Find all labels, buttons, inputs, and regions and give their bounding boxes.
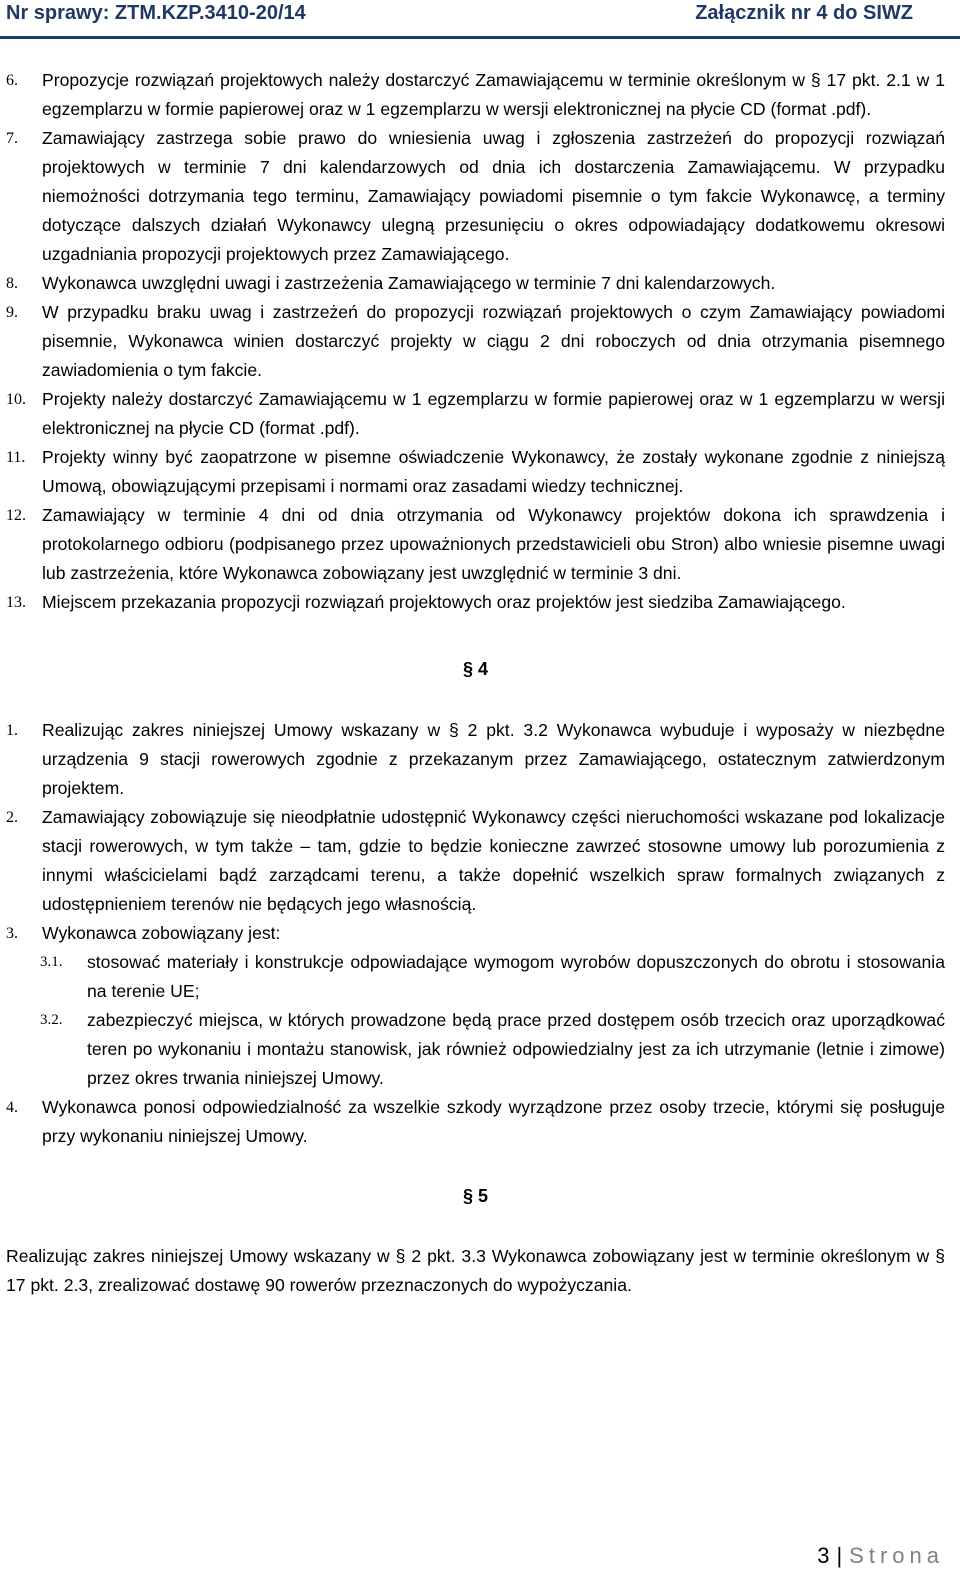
item-text: Wykonawca zobowiązany jest: [42, 923, 281, 943]
sub-list-item [6, 1006, 945, 1093]
item-number: 11. [6, 449, 26, 466]
item-text: Projekty winny być zaopatrzone w pisemne oświadczenie Wykonawcy, że zostały wykonane zgodnie z niniejszą Umową, obowiązującymi przepisami i normami oraz zasadami wiedzy technicznej. [42, 447, 945, 496]
item-number: 13. [6, 594, 26, 611]
item-text: Zamawiający zastrzega sobie prawo do wniesienia uwag i zgłoszenia zastrzeżeń do propozycji rozwiązań projektowych w terminie 7 dni kalendarzowych od dnia ich dostarczenia Zamawiającemu. W przypadku niemożności dotrzymania tego terminu, Zamawiający powiadomi pisemnie o tym fakcie Wykonawcę, a terminy dotyczące dalszych działań Wykonawcy ulegną przesunięciu o okres odpowiadający dodatkowemu okresowi uzgadniania propozycji projektowych przez Zamawiającego. [42, 128, 945, 264]
page-footer [817, 1543, 944, 1569]
attachment-label: Załącznik nr 4 do SIWZ [695, 2, 913, 24]
list-item [6, 66, 945, 124]
list-item [6, 588, 945, 617]
item-text: W przypadku braku uwag i zastrzeżeń do propozycji rozwiązań projektowych o czym Zamawiający powiadomi pisemnie, Wykonawca winien dostarczyć projekty w ciągu 2 dni roboczych od dnia otrzymania pisemnego zawiadomienia o tym fakcie. [42, 302, 945, 380]
page-header [0, 0, 960, 52]
section-4-title: § 4 [462, 659, 489, 679]
item-text: Projekty należy dostarczyć Zamawiającemu w 1 egzemplarzu w formie papierowej oraz w 1 egzemplarzu w wersji elektronicznej na płycie CD (format .pdf). [42, 389, 945, 438]
item-text: Realizując zakres niniejszej Umowy wskazany w § 2 pkt. 3.2 Wykonawca wybuduje i wyposaży w niezbędne urządzenia 9 stacji rowerowych zgodnie z przekazanym przez Zamawiającego, ostatecznym zatwierdzonym projektem. [42, 720, 945, 798]
list-item [6, 269, 945, 298]
section-5-title: § 5 [462, 1186, 489, 1206]
list-item [6, 1093, 945, 1151]
item-text: Wykonawca uwzględni uwagi i zastrzeżenia Zamawiającego w terminie 7 dni kalendarzowych. [42, 273, 776, 293]
item-text: Propozycje rozwiązań projektowych należy dostarczyć Zamawiającemu w terminie określonym w § 17 pkt. 2.1 w 1 egzemplarzu w formie papierowej oraz w 1 egzemplarzu w wersji elektronicznej na płycie CD (format .pdf). [42, 70, 945, 119]
item-number: 3. [6, 925, 18, 942]
case-number: Nr sprawy: ZTM.KZP.3410-20/14 [6, 2, 306, 24]
list-item [6, 124, 945, 269]
item-number: 2. [6, 809, 18, 826]
item-text: Zamawiający w terminie 4 dni od dnia otrzymania od Wykonawcy projektów dokona ich sprawdzenia i protokolarnego odbioru (podpisanego przez upoważnionych przedstawicieli obu Stron) albo wniesie pisemne uwagi lub zastrzeżenia, które Wykonawca zobowiązany jest uwzględnić w terminie 3 dni. [42, 505, 945, 583]
footer-page-word: Strona [849, 1543, 944, 1568]
list-item [6, 803, 945, 919]
list-item [6, 298, 945, 385]
item-number: 9. [6, 304, 18, 321]
item-number: 7. [6, 130, 18, 147]
sub-item-text: stosować materiały i konstrukcje odpowiadające wymogom wyrobów dopuszczonych do obrotu i stosowania na terenie UE; [87, 952, 945, 1001]
item-number: 10. [6, 391, 26, 408]
list-item [6, 443, 945, 501]
section-5-paragraph: Realizując zakres niniejszej Umowy wskazany w § 2 pkt. 3.3 Wykonawca zobowiązany jest w terminie określonym w § 17 pkt. 2.3, zrealizować dostawę 90 rowerów przeznaczonych do wypożyczania. [6, 1246, 945, 1295]
page-number: 3 [817, 1543, 831, 1568]
header-rule [0, 36, 960, 39]
footer-separator: | [836, 1543, 844, 1568]
item-text: Wykonawca ponosi odpowiedzialność za wszelkie szkody wyrządzone przez osoby trzecie, którymi się posługuje przy wykonaniu niniejszej Umowy. [42, 1097, 945, 1146]
item-text: Miejscem przekazania propozycji rozwiązań projektowych oraz projektów jest siedziba Zamawiającego. [42, 592, 846, 612]
sub-list-item [6, 948, 945, 1006]
item-number: 8. [6, 275, 18, 292]
item-number: 6. [6, 72, 18, 89]
list-item [6, 716, 945, 803]
list-item [6, 385, 945, 443]
sub-item-number: 3.2. [40, 1012, 63, 1028]
item-text: Zamawiający zobowiązuje się nieodpłatnie udostępnić Wykonawcy części nieruchomości wskazane pod lokalizacje stacji rowerowych, w tym także – tam, gdzie to będzie konieczne zawrzeć stosowne umowy lub porozumienia z innymi właścicielami bądź zarządcami terenu, a także dopełnić wszelkich spraw formalnych związanych z udostępnieniem terenów nie będących jego własnością. [42, 807, 945, 914]
list-item [6, 919, 945, 948]
document-body [6, 66, 945, 1300]
sub-item-text: zabezpieczyć miejsca, w których prowadzone będą prace przed dostępem osób trzecich oraz uporządkować teren po wykonaniu i montażu stanowisk, jak również odpowiedzialny jest za ich utrzymanie (letnie i zimowe) przez okres trwania niniejszej Umowy. [87, 1010, 945, 1088]
item-number: 12. [6, 507, 26, 524]
sub-item-number: 3.1. [40, 954, 63, 970]
item-number: 1. [6, 722, 18, 739]
list-item [6, 501, 945, 588]
item-number: 4. [6, 1099, 18, 1116]
